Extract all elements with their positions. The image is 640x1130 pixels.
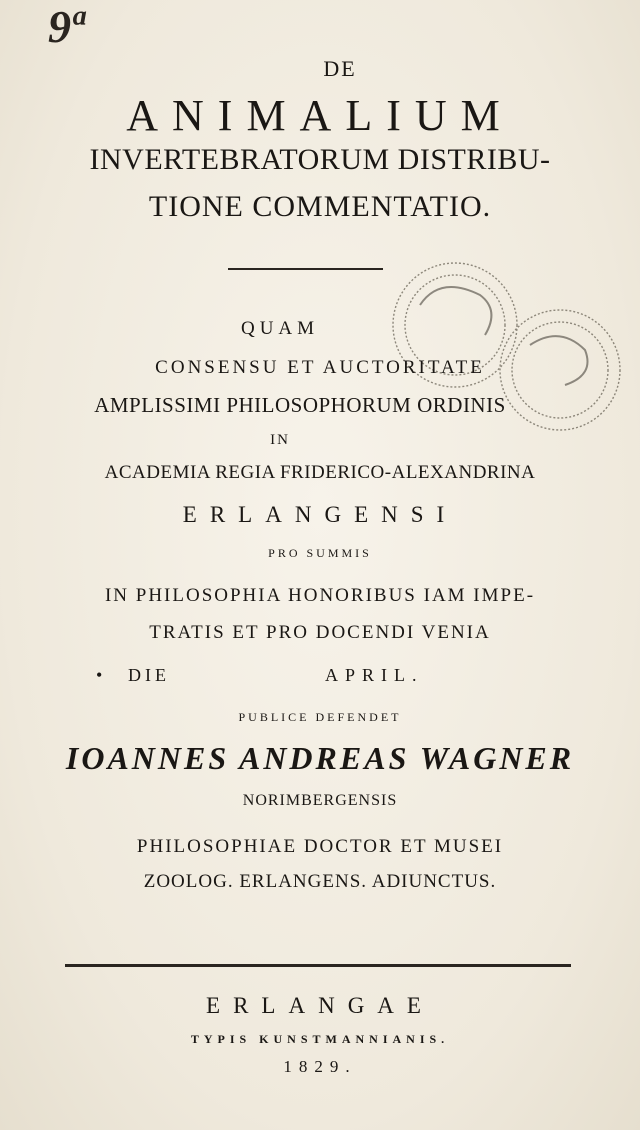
- philosophia-line: IN PHILOSOPHIA HONORIBUS IAM IMPE-: [104, 585, 536, 606]
- imprint-place: ERLANGAE: [206, 993, 434, 1018]
- title-main: ANIMALIUM: [126, 91, 514, 140]
- zoolog-line: ZOOLOG. ERLANGENS. ADIUNCTUS.: [143, 871, 497, 892]
- die-label: DIE: [128, 665, 170, 685]
- imprint-printer: TYPIS KUNSTMANNIANIS.: [190, 1032, 450, 1046]
- date-bullet: •: [96, 665, 103, 685]
- consensu-line: CONSENSU ET AUCTORITATE: [155, 357, 485, 378]
- doctor-line: PHILOSOPHIAE DOCTOR ET MUSEI: [136, 836, 504, 857]
- title-line-2: INVERTEBRATORUM DISTRIBU-: [89, 143, 551, 176]
- title-de: DE: [323, 56, 357, 81]
- title-line-3: TIONE COMMENTATIO.: [148, 190, 492, 223]
- pro-summis-line: PRO SUMMIS: [268, 546, 372, 560]
- erlangensi-line: ERLANGENSI: [182, 502, 458, 527]
- quam: QUAM: [240, 318, 320, 339]
- april-label: APRIL.: [325, 665, 424, 685]
- tratis-line: TRATIS ET PRO DOCENDI VENIA: [149, 622, 491, 643]
- norimbergensis-line: NORIMBERGENSIS: [242, 792, 398, 809]
- amplissimi-line: AMPLISSIMI PHILOSOPHORUM ORDINIS: [94, 393, 506, 417]
- publice-line: PUBLICE DEFENDET: [238, 710, 402, 724]
- shelfmark-annotation: 9ª: [48, 1, 84, 52]
- academia-line: ACADEMIA REGIA FRIDERICO-ALEXANDRINA: [104, 462, 536, 483]
- short-rule-top: [228, 268, 383, 270]
- author-name: IOANNES ANDREAS WAGNER: [65, 740, 575, 776]
- long-rule: [65, 964, 571, 967]
- imprint-year: 1829.: [283, 1057, 357, 1076]
- in-line: IN: [270, 432, 290, 448]
